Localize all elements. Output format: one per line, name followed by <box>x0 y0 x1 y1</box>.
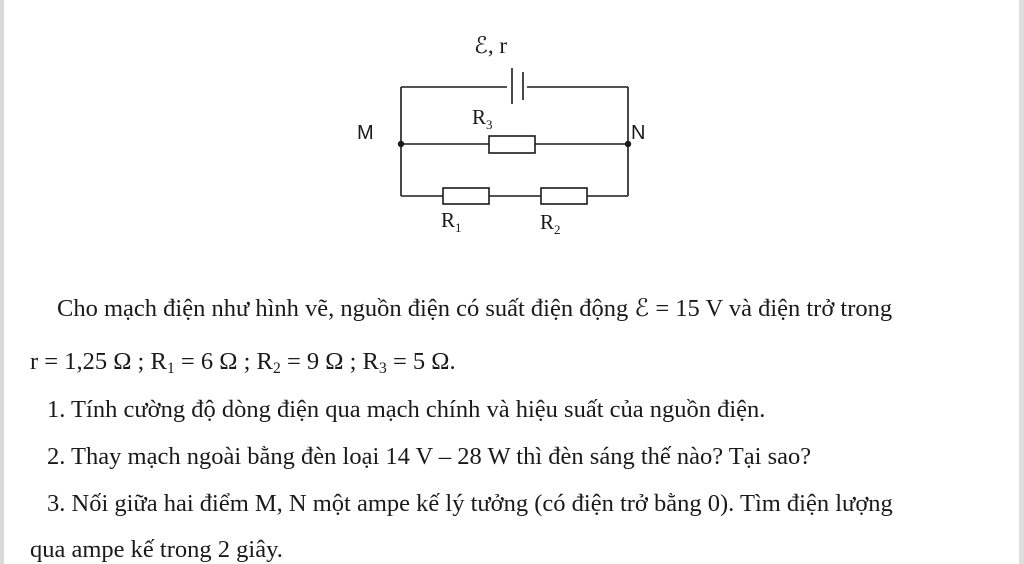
node-m-dot <box>398 141 404 147</box>
resistor-r1 <box>443 188 489 204</box>
r1-label: $R_1$ <box>441 208 462 235</box>
question-3-line-2: qua ampe kế trong 2 giây. <box>30 536 283 563</box>
source-label: ℰ, r <box>474 33 508 58</box>
resistor-r3 <box>489 136 535 153</box>
question-2: 2. Thay mạch ngoài bằng đèn loại 14 V – 28 W thì đèn sáng thế nào? Tại sao? <box>47 443 812 470</box>
intro-line-2: r = 1,25 Ω ; $R_1 = 6$ Ω ; $R_2 = 9$ Ω ; $R_3 = 5$ Ω. <box>30 348 456 377</box>
intro-line-1: Cho mạch điện như hình vẽ, nguồn điện có suất điện động ℰ = 15 V và điện trở trong <box>57 295 893 322</box>
circuit-wires <box>401 68 628 204</box>
node-m-label: M <box>357 122 374 144</box>
question-3-line-1: 3. Nối giữa hai điểm M, N một ampe kế lý tưởng (có điện trở bằng 0). Tìm điện lượng <box>47 490 893 517</box>
node-n-label: N <box>631 122 646 144</box>
resistor-r2 <box>541 188 587 204</box>
circuit-diagram <box>0 0 1024 270</box>
r3-label: $R_3$ <box>472 105 493 132</box>
question-1: 1. Tính cường độ dòng điện qua mạch chính và hiệu suất của nguồn điện. <box>47 396 766 423</box>
r2-label: $R_2$ <box>540 210 561 237</box>
